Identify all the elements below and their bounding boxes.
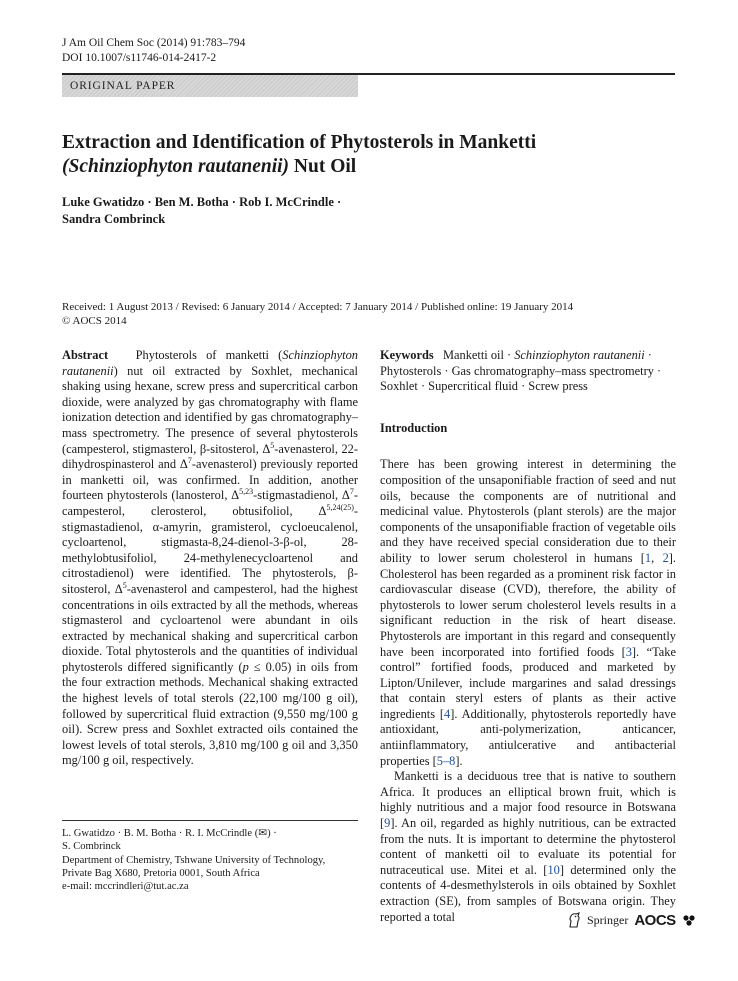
affiliation-names-2: S. Combrinck: [62, 841, 121, 853]
ref-link[interactable]: 2: [662, 550, 669, 565]
copyright: © AOCS 2014: [62, 315, 127, 327]
springer-horse-icon: [567, 912, 581, 928]
affiliation-names: L. Gwatidzo · B. M. Botha · R. I. McCrindle (✉) ·: [62, 828, 277, 839]
abstract-label: Abstract: [62, 348, 109, 362]
ref-link[interactable]: 10: [547, 862, 560, 877]
ref-link[interactable]: 5–8: [436, 753, 456, 768]
authors-line2[interactable]: Sandra Combrinck: [62, 212, 166, 226]
author-affiliation: [62, 827, 358, 893]
article-title: [62, 131, 622, 179]
introduction-heading: Introduction: [380, 420, 448, 435]
affiliation-dept: Department of Chemistry, Tshwane University of Technology,: [62, 854, 326, 866]
article-type-banner: ORIGINAL PAPER: [62, 75, 358, 97]
doi-link[interactable]: DOI 10.1007/s11746-014-2417-2: [62, 52, 217, 64]
dates-line: Received: 1 August 2013 / Revised: 6 January 2014 / Accepted: 7 January 2014 / Published online: 19 January 2014: [62, 301, 574, 313]
keywords-label: Keywords: [380, 348, 434, 362]
title-species: (Schinziophyton rautanenii): [62, 156, 290, 177]
affiliation-address: Private Bag X680, Pretoria 0001, South Africa: [62, 867, 260, 879]
footnote-rule: [62, 820, 358, 821]
journal-citation: J Am Oil Chem Soc (2014) 91:783–794: [62, 37, 246, 49]
ref-link[interactable]: 1: [644, 550, 652, 565]
right-column: [380, 348, 676, 925]
abstract-section: [62, 348, 358, 769]
title-line1: Extraction and Identification of Phytosterols in Manketti: [62, 132, 537, 153]
intro-paragraph-1: There has been growing interest in determining the composition of the unsaponifiable fraction of seed and nut oils, because the components are of nutritional and medicinal value. Phytosterols (plant sterols) are the major components of the unsaponifiable fraction of vegetable oils and they have received special consideration due to their ability to lower serum cholesterol in humans [1, 2]. Cholesterol has been regarded as a prominent risk factor in cardiovascular disease (CVD), therefore, the ability of phytosterols to lower serum cholesterol levels results in a significant reduction in the risk of heart disease. Phytosterols are important in this regard and consequently have been incorporated into fortified foods [3]. “Take control” fortified foods, produced and marketed by Lipton/Unilever, include margarines and salad dressings that contain steryl esters of plants as their active ingredients [4]. Additionally, phytosterols reportedly have antioxidant, anti-polymerization, anticancer, antiinflammatory, antiulcerative and antibacterial properties [5–8].: [380, 457, 677, 768]
keywords: Keywords Manketti oil · Schinziophyton rautanenii · Phytosterols · Gas chromatography–mass spectrometry · Soxhlet · Supercritical fluid · Screw press: [380, 348, 662, 394]
abstract-text: Abstract Phytosterols of manketti (Schinziophyton rautanenii) nut oil extracted by Soxhlet, mechanical shaking using hexane, screw press and supercritical carbon dioxide, were analyzed by gas chromatography with flame ionization detection and identified by gas chromatography–mass spectrometry. The presence of several phytosterols (campesterol, stigmasterol, β-sitosterol, $\Delta^5$-avenasterol, 22-dihydrospinasterol and $\Delta^7-avenasterol$) previously reported in manketti oil, was confirmed. In addition, another fourteen phytosterols (lanosterol, Δ$^{5,23}$-stigmastadienol, $\Delta^7$-campesterol, clerosterol, obtusifoliol, $\Delta^{5,24(25)}$-stigmastadienol, α-amyrin, gramisterol, cycloeucalenol, cycloartenol, stigmasta-8,24-dienol-3-β-ol, 28-methylobtusifoliol, 24-methylenecycloartenol and citrostadienol) were identified. The phytosterols, β-sitosterol, $\Delta^5$-avenasterol and campesterol, had the highest concentrations in oils extracted by all the methods, whereas stigmasterol and cycloartenol were abundant in oils extracted by mechanical shaking and supercritical carbon dioxide. Total phytosterols and the quantities of individual phytosterols differed significantly (p ≤ 0.05) in oils from the four extraction methods. Mechanical shaking extracted the highest levels of total sterols (22,100 mg/100 g oil), followed by supercritical fluid extraction (9,550 mg/100 g oil). Screw press and Soxhlet extracted oils contained the lowest levels of total sterols, 3,810 mg/100 g oil and 3,350 mg/100 g oil, respectively.: [62, 348, 359, 768]
ref-link[interactable]: 9: [384, 816, 391, 831]
springer-logo-text: Springer: [587, 912, 629, 927]
publication-history: [62, 300, 675, 328]
intro-paragraph-2: Manketti is a deciduous tree that is native to southern Africa. It produces an elliptical brown fruit, which is highly nutritious and a major food resource in Botswana [9]. An oil, regarded as highly nutritious, can be extracted from the nuts. It is important to determine the phytosterol content of manketti oil to evaluate its potential for nutraceutical use. Mitei et al. [10] determined only the contents of 4-desmethylsterols in oils obtained by Soxhlet extraction (SE), from samples of Botswana origin. They reported a total: [380, 769, 676, 924]
publisher-logos: [567, 910, 696, 930]
ref-link[interactable]: 4: [444, 706, 451, 721]
authors-line1[interactable]: Luke Gwatidzo · Ben M. Botha · Rob I. McCrindle ·: [62, 195, 342, 209]
author-list: [62, 194, 382, 228]
title-line2: Nut Oil: [289, 156, 357, 177]
aocs-leaf-icon: [682, 913, 696, 927]
affiliation-email[interactable]: e-mail: mccrindleri@tut.ac.za: [62, 881, 189, 893]
aocs-logo-text: AOCS: [634, 911, 676, 929]
ref-link[interactable]: 3: [625, 644, 632, 659]
